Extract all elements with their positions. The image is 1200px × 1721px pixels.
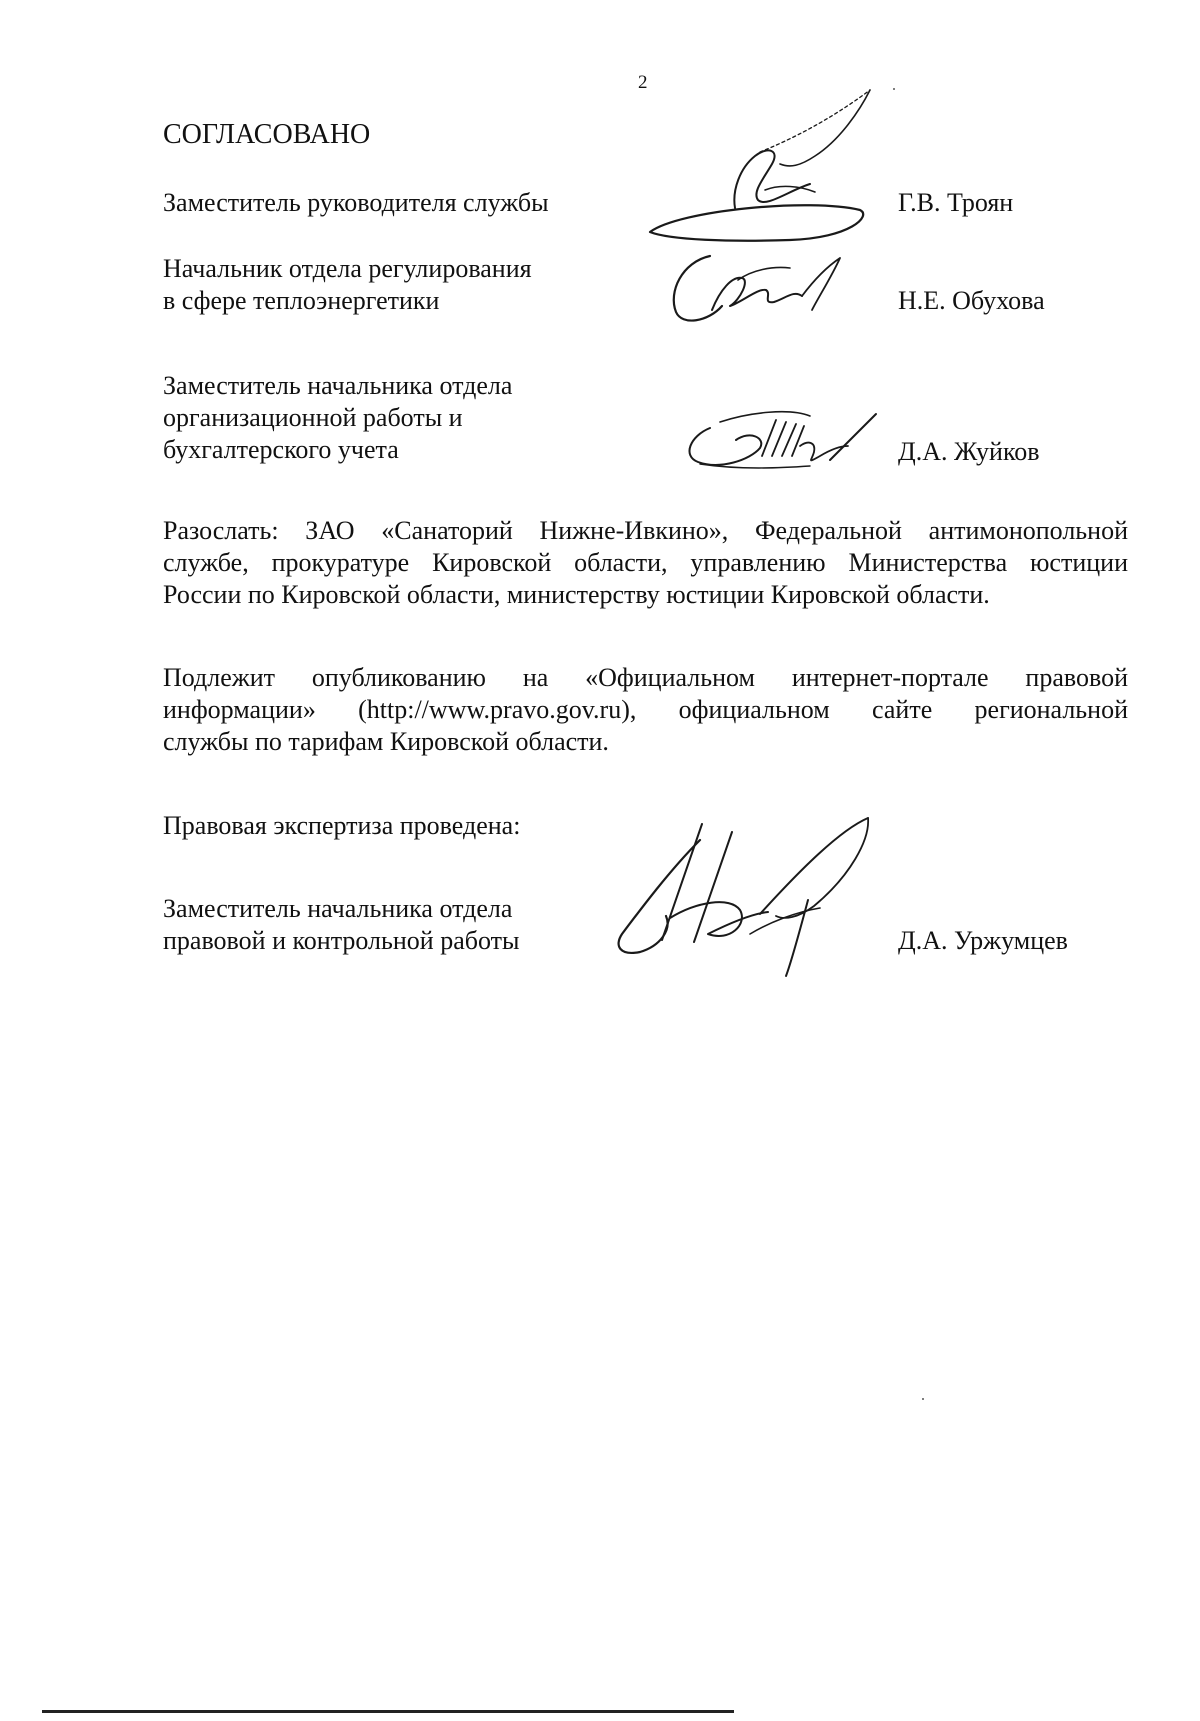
approval-heading: СОГЛАСОВАНО bbox=[163, 119, 371, 150]
legal-review-role-line-2: правовой и контрольной работы bbox=[163, 926, 520, 955]
publication-paragraph bbox=[163, 662, 1128, 758]
signature-1-graphic bbox=[640, 80, 900, 260]
distribution-paragraph bbox=[163, 515, 1128, 611]
approver-2-role-line-2: в сфере теплоэнергетики bbox=[163, 286, 440, 315]
scan-speck bbox=[893, 88, 895, 90]
signature-3-graphic bbox=[680, 400, 900, 480]
signature-2-graphic bbox=[662, 240, 862, 330]
approver-3-name: Д.А. Жуйков bbox=[898, 437, 1040, 466]
approver-1-role-line-1: Заместитель руководителя службы bbox=[163, 188, 549, 217]
approver-2-name: Н.Е. Обухова bbox=[898, 286, 1045, 315]
legal-review-name: Д.А. Уржумцев bbox=[898, 926, 1068, 955]
approver-2-role-line-1: Начальник отдела регулирования bbox=[163, 254, 532, 283]
approver-3-role-line-3: бухгалтерского учета bbox=[163, 435, 399, 464]
publication-line-3: службы по тарифам Кировской области. bbox=[163, 727, 609, 756]
publication-line-2: информации» (http://www.pravo.gov.ru), официальном сайте региональной bbox=[163, 695, 1128, 724]
page-number: 2 bbox=[638, 72, 648, 93]
approver-3-role-line-1: Заместитель начальника отдела bbox=[163, 371, 513, 400]
distribution-line-2: службе, прокуратуре Кировской области, управлению Министерства юстиции bbox=[163, 548, 1128, 577]
legal-review-heading: Правовая экспертиза проведена: bbox=[163, 811, 521, 840]
distribution-line-3: России по Кировской области, министерству юстиции Кировской области. bbox=[163, 580, 990, 609]
scan-speck bbox=[922, 1398, 924, 1400]
approver-1-name: Г.В. Троян bbox=[898, 188, 1014, 217]
signature-4-graphic bbox=[600, 810, 920, 980]
publication-line-1: Подлежит опубликованию на «Официальном интернет-портале правовой bbox=[163, 663, 1128, 692]
bottom-rule bbox=[42, 1710, 734, 1713]
distribution-line-1: Разослать: ЗАО «Санаторий Нижне-Ивкино», Федеральной антимонопольной bbox=[163, 516, 1128, 545]
legal-review-role-line-1: Заместитель начальника отдела bbox=[163, 894, 513, 923]
approver-3-role-line-2: организационной работы и bbox=[163, 403, 463, 432]
